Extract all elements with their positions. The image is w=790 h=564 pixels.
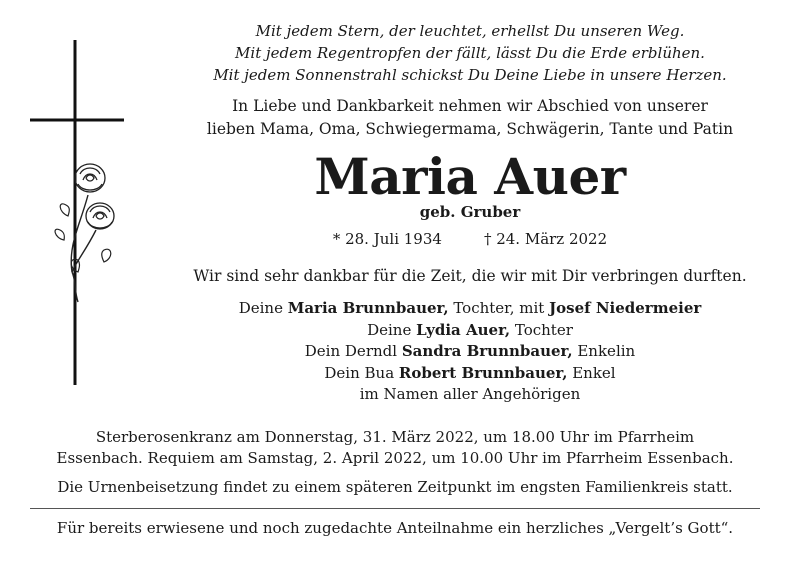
urn-notice: Die Urnenbeisetzung findet zu einem späteren Zeitpunkt im engsten Familienkreis statt. bbox=[57, 478, 733, 496]
poem-line: Mit jedem Stern, der leuchtet, erhellst Du unseren Weg. bbox=[255, 22, 685, 40]
member-name: Lydia Auer, bbox=[416, 320, 511, 339]
life-dates bbox=[150, 229, 790, 249]
relation-text: Tochter, mit bbox=[448, 299, 550, 317]
family-closing bbox=[150, 384, 790, 406]
family-member bbox=[150, 341, 790, 363]
relation-text: Enkelin bbox=[572, 342, 636, 360]
family-member bbox=[150, 320, 790, 342]
relation-text: Dein Derndl bbox=[304, 342, 402, 360]
maiden-name: geb. Gruber bbox=[419, 203, 521, 221]
gratitude-text: Wir sind sehr dankbar für die Zeit, die wir mit Dir verbringen durften. bbox=[193, 267, 747, 285]
poem-line: Mit jedem Regentropfen der fällt, lässt Du die Erde erblühen. bbox=[235, 44, 705, 62]
relation-text: Dein Bua bbox=[324, 363, 399, 382]
intro-text bbox=[150, 95, 790, 141]
relation-text: Deine bbox=[367, 320, 417, 339]
death-date: † 24. März 2022 bbox=[483, 230, 608, 248]
intro-line: lieben Mama, Oma, Schwiegermama, Schwägerin, Tante und Patin bbox=[206, 120, 734, 138]
birth-date: * 28. Juli 1934 bbox=[332, 230, 442, 248]
member-name: Josef Niedermeier bbox=[549, 299, 702, 317]
member-name: Robert Brunnbauer, bbox=[398, 363, 568, 382]
funeral-line: Essenbach. Requiem am Samstag, 2. April 2022, um 10.00 Uhr im Pfarrheim Essenbach. bbox=[56, 449, 734, 467]
relation-text: Tochter bbox=[510, 320, 573, 339]
member-name: Sandra Brunnbauer, bbox=[401, 342, 573, 360]
family-list bbox=[150, 298, 790, 406]
thanks-text: Für bereits erwiesene und noch zugedachte Anteilnahme ein herzliches „Vergelt’s Gott“. bbox=[56, 519, 734, 537]
relation-text: Enkel bbox=[567, 363, 616, 382]
family-member bbox=[150, 363, 790, 385]
family-member bbox=[150, 298, 790, 320]
closing-text: im Namen aller Angehörigen bbox=[359, 385, 581, 403]
cross-with-roses-icon bbox=[28, 40, 128, 390]
deceased-name: Maria Auer bbox=[314, 147, 626, 206]
relation-text: Deine bbox=[238, 299, 288, 317]
poem bbox=[150, 20, 790, 86]
divider bbox=[30, 508, 760, 509]
funeral-line: Sterberosenkranz am Donnerstag, 31. März 2022, um 18.00 Uhr im Pfarrheim bbox=[95, 428, 695, 446]
member-name: Maria Brunnbauer, bbox=[287, 299, 449, 317]
funeral-notice bbox=[0, 427, 790, 469]
poem-line: Mit jedem Sonnenstrahl schickst Du Deine Liebe in unsere Herzen. bbox=[213, 66, 727, 84]
intro-line: In Liebe und Dankbarkeit nehmen wir Abschied von unserer bbox=[232, 97, 708, 115]
